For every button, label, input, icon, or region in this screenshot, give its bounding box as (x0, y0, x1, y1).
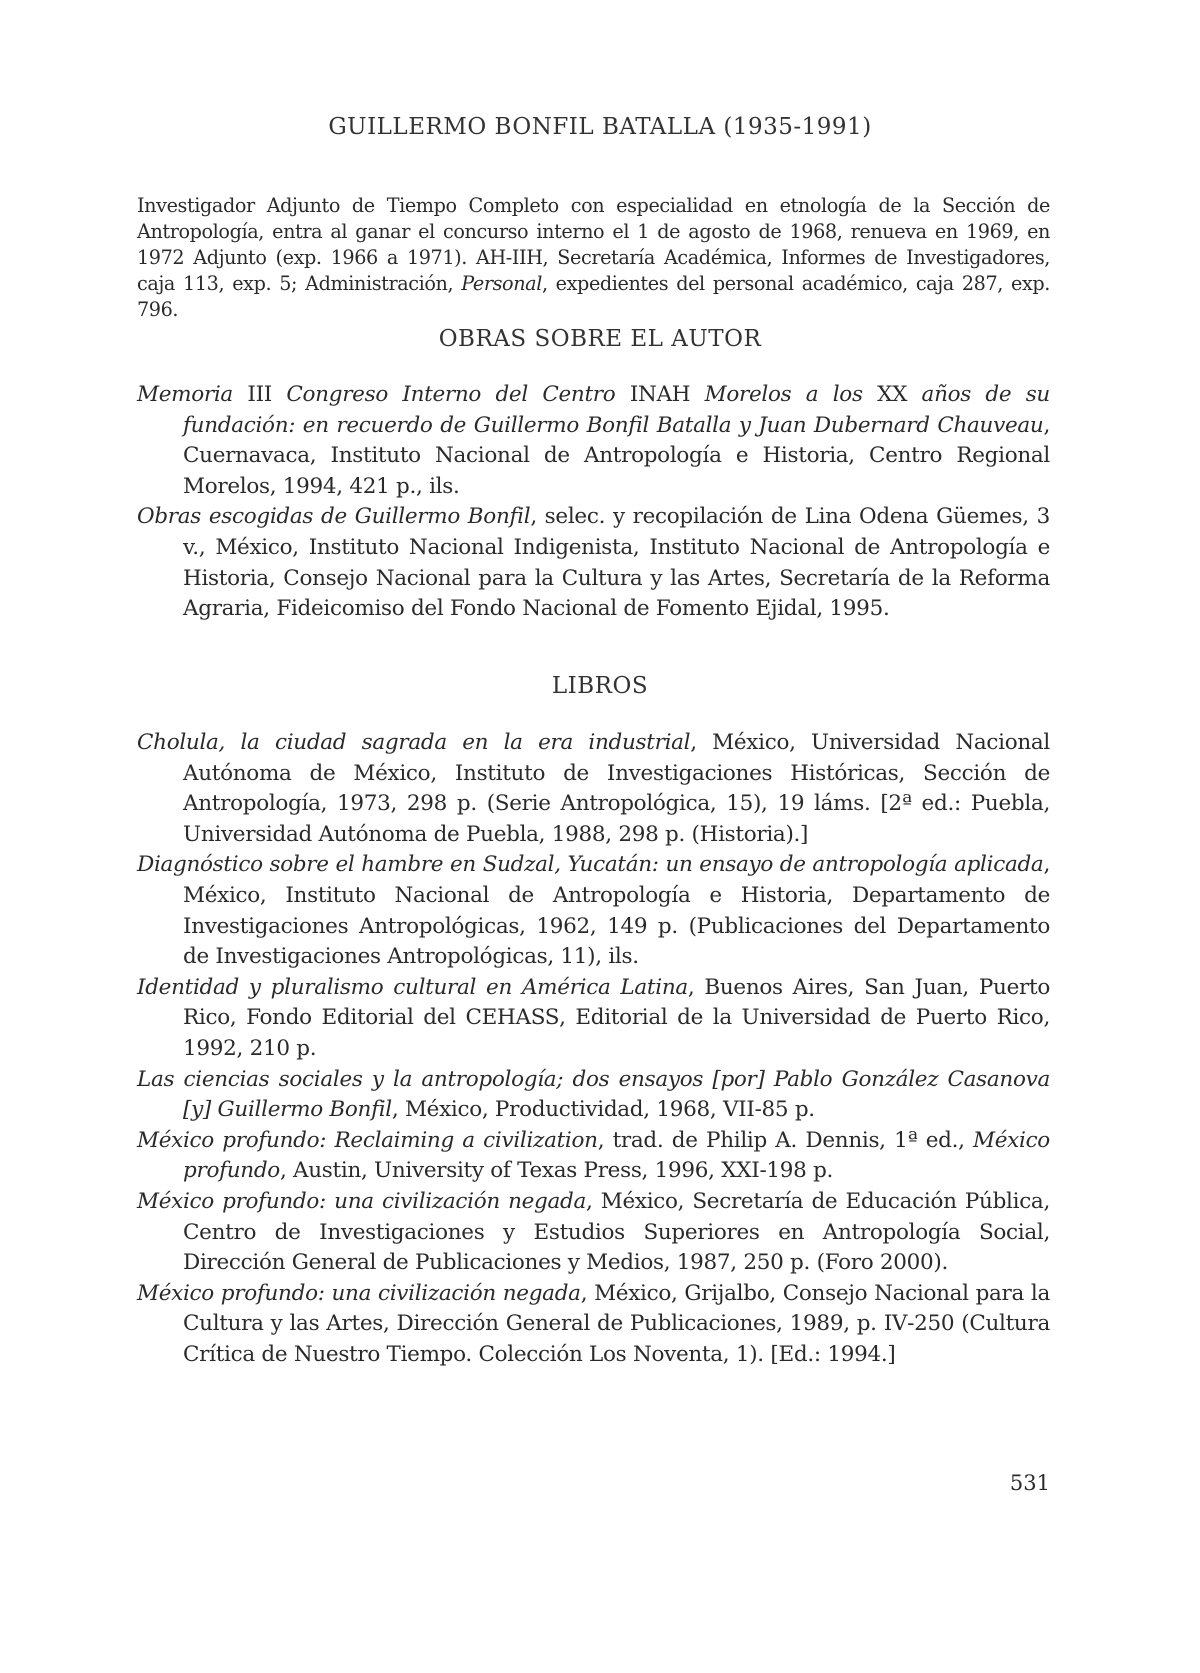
bibliography-entry (137, 1065, 1050, 1126)
bibliography-entry (137, 850, 1050, 972)
entry-details: , México, Productividad, 1968, (391, 1097, 717, 1123)
intro-text-end: , expedientes del personal académico, caja 287, exp. 796. (137, 272, 1051, 322)
entry-title: México profundo: una civilización negada (137, 1188, 587, 1214)
entry-title: Memoria (137, 382, 233, 407)
entry-small-caps: III (247, 382, 272, 407)
entry-details: , México, Universidad Nacional Autónoma de México, Instituto de Investigaciones Históricas, Sección de Antropología, 1973, 298 p. (Serie Antropológica, 15), 19 láms. [2ª ed.: Puebla, Universidad Autónoma de Puebla, 1988, 298 p. (Historia).] (183, 730, 1050, 847)
intro-paragraph (137, 193, 1050, 323)
entry-small-caps: XXI (721, 1158, 760, 1184)
entry-title: Las ciencias sociales y la antropología; dos ensayos [por] Pablo González Casanova [y] Guillermo Bonfil (137, 1066, 1050, 1123)
section-heading-obras: OBRAS SOBRE EL AUTOR (438, 326, 762, 352)
entry-details-end: -85 p. (754, 1097, 815, 1123)
entry-title: Congreso Interno del Centro (286, 382, 616, 407)
bibliography-entry (137, 1126, 1050, 1187)
entry-title: años de su fundación: en recuerdo de Guillermo Bonfil Batalla y Juan Dubernard Chauveau (183, 382, 1050, 438)
entry-details: , Buenos Aires, San Juan, Puerto Rico, Fondo Editorial del (183, 974, 1050, 1031)
entry-details-end: -250 (Cultura Crítica de Nuestro Tiempo. Colección Los Noventa, 1). [Ed.: 1994.] (183, 1311, 1050, 1367)
entry-details: , México, Secretaría de Educación Pública, Centro de Investigaciones y Estudios Superiores en Antropología Social, Dirección General de Publicaciones y Medios, 1987, 250 p. (Foro 2000). (183, 1188, 1050, 1276)
bibliography-entry (137, 728, 1050, 850)
entry-details-end: , Editorial de la Universidad de Puerto Rico, 1992, 210 p. (183, 1005, 1050, 1061)
bibliography-entry (137, 1279, 1050, 1371)
obras-list (137, 380, 1050, 625)
libros-list (137, 728, 1050, 1370)
bibliography-entry (137, 973, 1050, 1065)
section-heading-libros: LIBROS (551, 673, 649, 699)
entry-title: Obras escogidas de Guillermo Bonfil (137, 504, 531, 530)
bibliography-entry (137, 502, 1050, 624)
entry-title: Diagnóstico sobre el hambre en Sudzal, Yucatán: un ensayo de antropología aplicada (137, 852, 1044, 878)
entry-small-caps: IV (883, 1311, 908, 1337)
entry-small-caps: CEHASS (465, 1005, 560, 1031)
entry-small-caps: XX (877, 382, 908, 407)
entry-details-end: -198 p. (759, 1158, 834, 1184)
entry-details: , Austin, University of Texas Press, 1996, (279, 1158, 715, 1184)
entry-small-caps: VII (722, 1097, 755, 1123)
bibliography-entry (137, 1187, 1050, 1279)
entry-title: Cholula, la ciudad sagrada en la era industrial (137, 730, 691, 755)
bibliography-entry (137, 380, 1050, 502)
entry-details: , trad. de Philip A. Dennis, 1ª ed., (597, 1127, 965, 1153)
page-title: GUILLERMO BONFIL BATALLA (1935-1991) (328, 114, 872, 140)
entry-title: Identidad y pluralismo cultural en América Latina (137, 974, 688, 1000)
entry-title: México profundo: Reclaiming a civilization (137, 1127, 598, 1153)
entry-title-secondary: México profundo (183, 1127, 1050, 1184)
intro-text: Investigador Adjunto de Tiempo Completo con especialidad en etnología de la Sección de Antropología, entra al ganar el concurso interno el 1 de agosto de 1968, renueva en 1969, en 1972 Adjunto (exp. 1966 a 1971). AH-IIH, Secretaría Académica, Informes de Investigadores, caja 113, exp. 5; Administración, (137, 194, 1050, 296)
entry-title: Morelos a los (704, 382, 863, 407)
intro-italic: Personal (461, 272, 542, 296)
entry-details: , selec. y recopilación de Lina Odena Güemes, 3 v., México, Instituto Nacional Indigenista, Instituto Nacional de Antropología e Historia, Consejo Nacional para la Cultura y las Artes, Secretaría de la Reforma Agraria, Fideicomiso del Fondo Nacional de Fomento Ejidal, 1995. (183, 504, 1050, 622)
entry-title: México profundo: una civilización negada (137, 1280, 581, 1306)
entry-small-caps: INAH (629, 382, 691, 407)
entry-details: , Cuernavaca, Instituto Nacional de Antropología e Historia, Centro Regional Morelos, 1994, 421 p., ils. (183, 412, 1050, 499)
entry-details: , México, Instituto Nacional de Antropología e Historia, Departamento de Investigaciones Antropológicas, 1962, 149 p. (Publicaciones del Departamento de Investigaciones Antropológicas, 11), ils. (183, 852, 1050, 970)
entry-details: , México, Grijalbo, Consejo Nacional para la Cultura y las Artes, Dirección General de Publicaciones, 1989, p. (183, 1280, 1050, 1337)
page-number: 531 (1009, 1471, 1050, 1495)
